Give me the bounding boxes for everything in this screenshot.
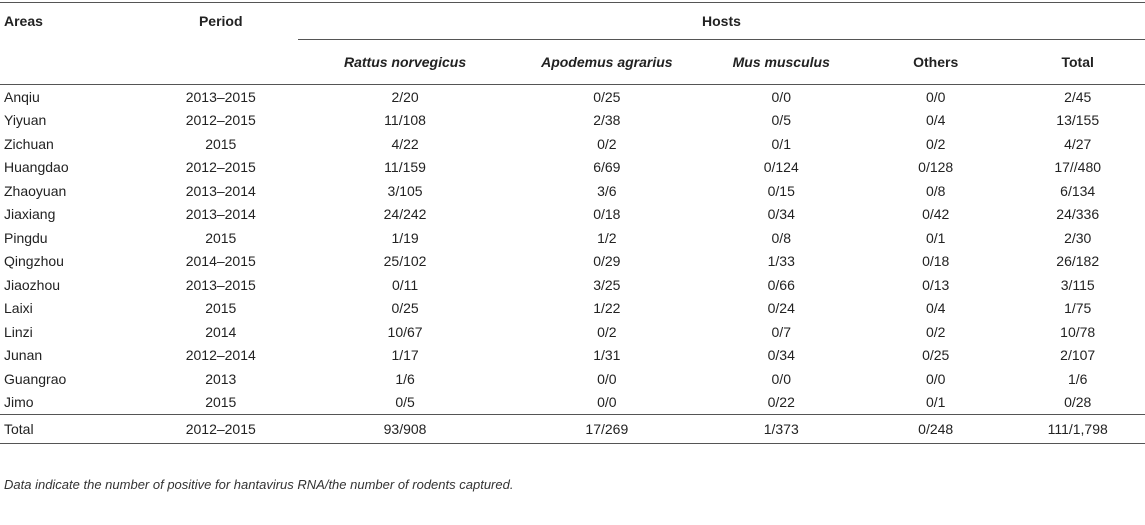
- cell-value: 0/25: [922, 347, 950, 364]
- cell-value: 0/1: [925, 229, 946, 246]
- cell-period: 2014: [205, 323, 237, 340]
- table-row: [0, 250, 1145, 274]
- cell-area: Jiaxiang: [4, 206, 56, 223]
- header-species-1: Apodemus agrarius: [541, 54, 673, 70]
- cell-value: 0/0: [925, 370, 946, 387]
- cell-value: 10/78: [1060, 323, 1096, 340]
- header-species-0: Rattus norvegicus: [343, 54, 467, 70]
- cell-value: 1/6: [1067, 370, 1088, 387]
- cell-value: 0/4: [925, 300, 946, 317]
- cell-value: 0/34: [767, 206, 795, 223]
- total-value: 93/908: [298, 415, 512, 444]
- cell-value: 1/17: [391, 347, 419, 364]
- cell-value: 0/11: [391, 276, 419, 293]
- cell-value: 25/102: [383, 253, 427, 270]
- cell-area: Anqiu: [4, 88, 40, 105]
- cell-value: 0/25: [593, 88, 621, 105]
- cell-period: 2013–2014: [185, 206, 256, 223]
- header-species-2: Mus musculus: [732, 54, 830, 70]
- cell-period: 2013–2015: [185, 88, 256, 105]
- cell-value: 0/2: [597, 135, 617, 152]
- cell-value: 0/24: [767, 300, 795, 317]
- cell-period: 2013: [205, 370, 237, 387]
- cell-area: Zichuan: [4, 135, 54, 152]
- cell-area: Jimo: [4, 394, 34, 411]
- cell-value: 2/107: [1060, 347, 1096, 364]
- total-value: 0/248: [861, 415, 1010, 444]
- table-row: [0, 85, 1145, 109]
- total-area: Total: [0, 415, 144, 444]
- table-footnote: Data indicate the number of positive for hantavirus RNA/the number of rodents captured.: [4, 477, 514, 492]
- table-body: [0, 85, 1145, 415]
- cell-value: 3/25: [593, 276, 621, 293]
- cell-value: 4/22: [391, 135, 419, 152]
- table-row: [0, 344, 1145, 368]
- cell-area: Linzi: [4, 323, 33, 340]
- cell-value: 0/5: [771, 112, 791, 129]
- cell-value: 0/15: [767, 182, 795, 199]
- cell-value: 11/159: [384, 159, 426, 176]
- cell-value: 0/1: [771, 135, 791, 152]
- total-value: 1/373: [702, 415, 861, 444]
- cell-value: 0/4: [925, 112, 946, 129]
- cell-value: 0/1: [925, 394, 946, 411]
- table-row: [0, 156, 1145, 180]
- cell-period: 2012–2014: [185, 347, 256, 364]
- table-row: [0, 226, 1145, 250]
- cell-value: 0/25: [391, 300, 419, 317]
- cell-value: 2/20: [391, 88, 419, 105]
- cell-value: 6/69: [593, 159, 621, 176]
- cell-value: 0/0: [771, 88, 791, 105]
- cell-area: Guangrao: [4, 370, 67, 387]
- table-row: [0, 109, 1145, 133]
- table-row: [0, 203, 1145, 227]
- cell-value: 24/242: [383, 206, 427, 223]
- cell-value: 0/13: [922, 276, 950, 293]
- cell-value: 0/124: [763, 159, 799, 176]
- cell-value: 0/28: [1064, 394, 1092, 411]
- cell-value: 10/67: [387, 323, 423, 340]
- cell-value: 3/105: [387, 182, 423, 199]
- table-row: [0, 320, 1145, 344]
- table-row: [0, 391, 1145, 415]
- cell-value: 1/6: [395, 370, 415, 387]
- table-row: [0, 179, 1145, 203]
- cell-value: 2/45: [1064, 88, 1092, 105]
- table-row: [0, 132, 1145, 156]
- cell-period: 2014–2015: [185, 253, 256, 270]
- cell-value: 2/38: [593, 112, 621, 129]
- cell-area: Yiyuan: [4, 112, 47, 129]
- cell-value: 3/6: [597, 182, 617, 199]
- cell-value: 3/115: [1060, 276, 1095, 293]
- header-others: Others: [913, 54, 959, 70]
- cell-value: 0/34: [767, 347, 795, 364]
- table-row: [0, 297, 1145, 321]
- cell-value: 0/2: [597, 323, 617, 340]
- cell-value: 0/42: [922, 206, 950, 223]
- cell-value: 0/18: [593, 206, 621, 223]
- cell-value: 0/0: [597, 394, 617, 411]
- cell-area: Qingzhou: [4, 253, 64, 270]
- cell-value: 13/155: [1056, 112, 1100, 129]
- cell-value: 0/5: [395, 394, 415, 411]
- total-value: 111/1,798: [1010, 415, 1145, 444]
- cell-value: 0/2: [925, 135, 946, 152]
- table-row: [0, 273, 1145, 297]
- cell-value: 1/19: [391, 229, 419, 246]
- cell-value: 0/2: [925, 323, 946, 340]
- cell-period: 2015: [205, 300, 237, 317]
- cell-value: 0/128: [918, 159, 954, 176]
- cell-period: 2012–2015: [185, 159, 256, 176]
- cell-value: 1/31: [593, 347, 621, 364]
- cell-value: 0/66: [767, 276, 795, 293]
- cell-value: 1/75: [1064, 300, 1092, 317]
- cell-value: 11/108: [384, 112, 426, 129]
- cell-value: 4/27: [1064, 135, 1092, 152]
- total-period: 2012–2015: [144, 415, 298, 444]
- total-value: 17/269: [512, 415, 701, 444]
- cell-period: 2015: [205, 229, 237, 246]
- cell-value: 1/22: [593, 300, 621, 317]
- header-areas: Areas: [4, 13, 43, 29]
- cell-area: Laixi: [4, 300, 33, 317]
- cell-area: Zhaoyuan: [4, 182, 67, 199]
- header-hosts: Hosts: [298, 3, 1145, 40]
- cell-area: Huangdao: [4, 159, 69, 176]
- cell-value: 1/33: [767, 253, 795, 270]
- cell-value: 2/30: [1064, 229, 1092, 246]
- cell-value: 6/134: [1060, 182, 1096, 199]
- cell-value: 0/8: [771, 229, 791, 246]
- cell-value: 1/2: [597, 229, 617, 246]
- header-period: Period: [198, 13, 243, 29]
- cell-period: 2013–2015: [185, 276, 256, 293]
- cell-value: 0/18: [922, 253, 950, 270]
- cell-value: 0/7: [771, 323, 791, 340]
- cell-area: Jiaozhou: [4, 276, 61, 293]
- total-row: [0, 415, 1145, 444]
- table-row: [0, 367, 1145, 391]
- cell-value: 0/29: [593, 253, 621, 270]
- cell-value: 0/22: [767, 394, 795, 411]
- cell-value: 24/336: [1056, 206, 1100, 223]
- cell-value: 0/0: [597, 370, 617, 387]
- cell-area: Junan: [4, 347, 43, 364]
- cell-period: 2013–2014: [185, 182, 256, 199]
- cell-period: 2012–2015: [185, 112, 256, 129]
- cell-value: 17//480: [1054, 159, 1102, 176]
- cell-value: 0/0: [925, 88, 946, 105]
- cell-value: 0/0: [771, 370, 791, 387]
- cell-value: 0/8: [925, 182, 946, 199]
- cell-area: Pingdu: [4, 229, 48, 246]
- cell-period: 2015: [205, 135, 237, 152]
- cell-period: 2015: [205, 394, 237, 411]
- cell-value: 26/182: [1056, 253, 1100, 270]
- hantavirus-table: [0, 2, 1145, 444]
- header-total: Total: [1061, 54, 1094, 70]
